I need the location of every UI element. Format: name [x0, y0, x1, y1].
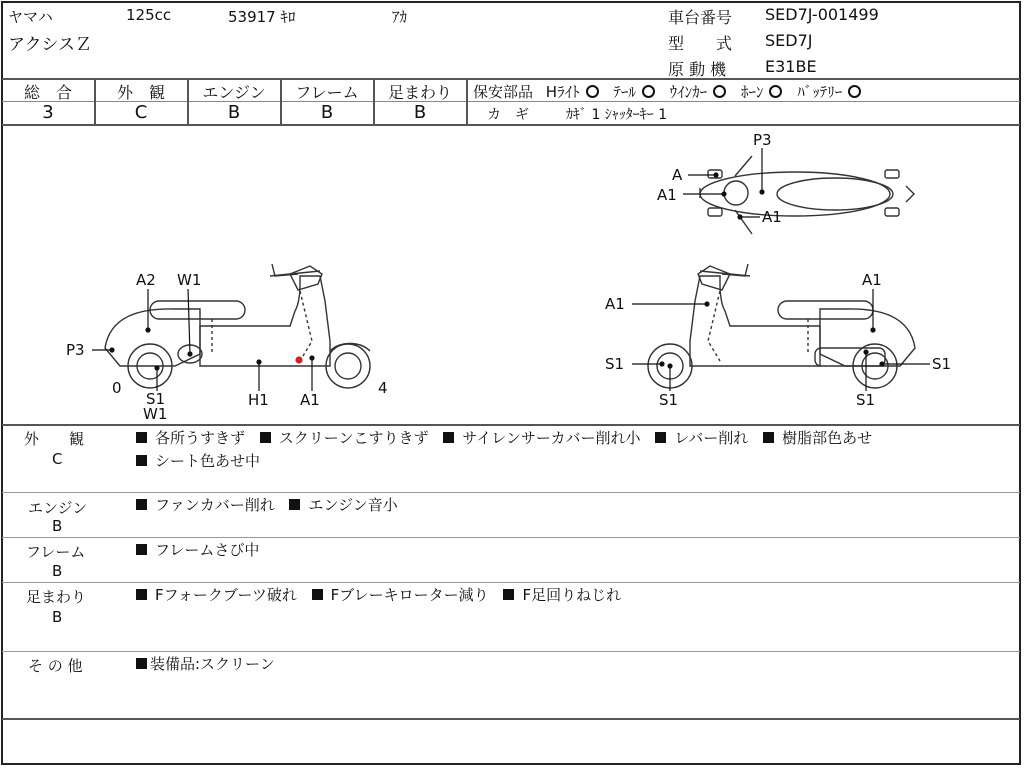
maker: ヤマハ: [8, 8, 53, 26]
remark-suspension-grade: B: [52, 608, 63, 626]
safety-label: 保安部品: [473, 83, 534, 101]
bullet-icon: [503, 589, 514, 600]
safety-winker: ｳｲﾝｶｰ: [669, 83, 708, 101]
bullet-icon: [443, 432, 454, 443]
type-value: SED7J: [765, 31, 813, 50]
label-p3: P3: [66, 341, 85, 359]
safety-tail: ﾃｰﾙ: [613, 83, 636, 101]
remark-frame-cat: フレーム: [26, 543, 86, 561]
divider: [2, 582, 1020, 583]
remark-engine-items: [136, 494, 408, 517]
damage-diagram: [0, 126, 1024, 424]
remark-item: サイレンサーカバー削れ小: [443, 429, 640, 447]
mileage: 53917 ｷﾛ: [228, 8, 296, 26]
remark-frame-items: [136, 539, 269, 562]
safety-horn-ok-icon: [769, 85, 782, 98]
label-a2: A2: [136, 271, 156, 289]
label-a1: A1: [300, 391, 320, 409]
bullet-icon: [763, 432, 774, 443]
divider: [466, 78, 468, 124]
safety-headlight: Hﾗｲﾄ: [545, 83, 580, 101]
bullet-icon: [136, 658, 147, 669]
divider: [2, 718, 1020, 720]
label-a1: A1: [762, 208, 782, 226]
label-4: 4: [378, 379, 388, 397]
safety-headlight-ok-icon: [586, 85, 599, 98]
remark-other-cat: そ の 他: [28, 657, 83, 675]
frame-no: SED7J-001499: [765, 5, 879, 24]
remark-item: 装備品:スクリーン: [136, 655, 275, 673]
label-a1: A1: [657, 186, 677, 204]
remark-suspension-items: [136, 584, 631, 607]
safety-battery-ok-icon: [848, 85, 861, 98]
scooter-top-view: [700, 156, 914, 234]
remark-item: F足回りねじれ: [503, 586, 621, 604]
remark-item: フレームさび中: [136, 541, 259, 559]
remark-item: Fフォークブーツ破れ: [136, 586, 297, 604]
remark-exterior-items: [136, 427, 1006, 473]
key-label: カ ギ: [487, 107, 529, 123]
grade-engine-label: エンジン: [202, 83, 266, 102]
frame-no-label: 車台番号: [668, 8, 733, 27]
safety-battery: ﾊﾞｯﾃﾘｰ: [797, 83, 843, 101]
divider: [2, 424, 1020, 426]
label-h1: H1: [248, 391, 269, 409]
grade-exterior-label: 外 観: [116, 83, 165, 102]
label-s1: S1: [932, 355, 952, 373]
divider: [2, 537, 1020, 538]
label-a: A: [672, 166, 683, 184]
safety-horn: ﾎｰﾝ: [740, 83, 764, 101]
label-0: 0: [112, 379, 122, 397]
label-s1: S1: [605, 355, 625, 373]
remark-suspension-cat: 足まわり: [26, 588, 87, 606]
grade-engine-value: B: [227, 102, 241, 123]
safety-parts: [473, 81, 871, 102]
displacement: 125cc: [126, 6, 172, 24]
label-a1: A1: [862, 271, 882, 289]
remark-item: Fブレーキローター減り: [312, 586, 489, 604]
remark-item: 樹脂部色あせ: [763, 429, 872, 447]
engine-value: E31BE: [765, 57, 817, 76]
divider: [2, 492, 1020, 493]
grade-exterior-value: C: [134, 102, 148, 123]
label-s1: S1: [856, 391, 876, 409]
engine-label: 原 動 機: [668, 60, 727, 79]
model-name: アクシスＺ: [8, 35, 92, 55]
remark-item: スクリーンこすりきず: [260, 429, 429, 447]
remark-item: ファンカバー削れ: [136, 496, 275, 514]
grade-frame-label: フレーム: [295, 83, 359, 102]
remark-item: シート色あせ中: [136, 452, 260, 470]
grade-suspension-value: B: [413, 102, 427, 123]
label-s1: S1: [659, 391, 679, 409]
bullet-icon: [655, 432, 666, 443]
remark-exterior-cat: 外 観: [24, 430, 85, 448]
bullet-icon: [136, 455, 147, 466]
label-a1: A1: [605, 295, 625, 313]
color: ｱｶ: [392, 8, 408, 26]
label-p3: P3: [753, 131, 772, 149]
divider: [2, 651, 1020, 652]
remark-item: エンジン音小: [289, 496, 397, 514]
type-label: 型 式: [668, 34, 733, 53]
bullet-icon: [136, 499, 147, 510]
bullet-icon: [289, 499, 300, 510]
remark-engine-grade: B: [52, 517, 63, 535]
grade-frame-value: B: [320, 102, 334, 123]
remark-item: 各所うすきず: [136, 429, 245, 447]
bullet-icon: [136, 432, 147, 443]
bullet-icon: [136, 544, 147, 555]
label-w1b: W1: [143, 405, 168, 423]
label-w1: W1: [177, 271, 202, 289]
safety-winker-ok-icon: [713, 85, 726, 98]
remark-other-items: [136, 653, 285, 676]
bullet-icon: [260, 432, 271, 443]
bullet-icon: [136, 589, 147, 600]
label-s1: S1: [146, 390, 166, 408]
remark-exterior-grade: C: [52, 450, 63, 468]
grade-overall-value: 3: [42, 102, 54, 123]
key-value: ｶｷﾞ 1 ｼｬｯﾀｰｷｰ 1: [566, 107, 668, 123]
grade-suspension-label: 足まわり: [387, 83, 452, 102]
bullet-icon: [312, 589, 323, 600]
remark-engine-cat: エンジン: [28, 499, 88, 517]
remark-item: レバー削れ: [655, 429, 748, 447]
grade-overall-label: 総 合: [23, 83, 72, 102]
remark-frame-grade: B: [52, 562, 63, 580]
safety-tail-ok-icon: [642, 85, 655, 98]
